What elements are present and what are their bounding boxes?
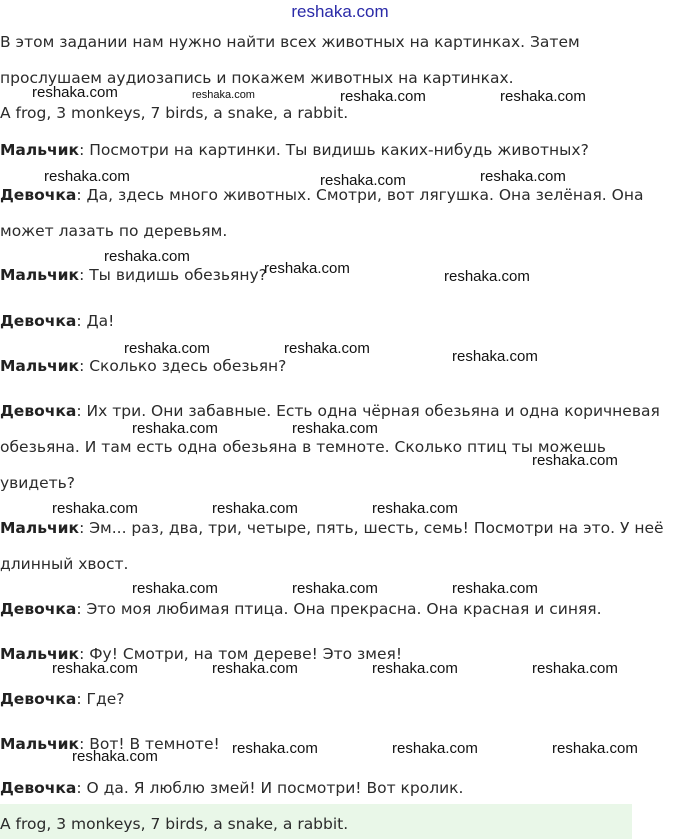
dialogue-line-cont: увидеть? <box>0 474 76 492</box>
utterance: : Эм... раз, два, три, четыре, пять, шесть, семь! Посмотри на это. У неё <box>79 519 664 537</box>
utterance: : Это моя любимая птица. Она прекрасна. Она красная и синяя. <box>76 600 602 618</box>
speaker-name: Мальчик <box>0 141 80 159</box>
watermark: reshaka.com <box>212 500 298 517</box>
watermark: reshaka.com <box>124 340 210 357</box>
watermark: reshaka.com <box>500 88 586 105</box>
watermark: reshaka.com <box>552 740 638 757</box>
watermark: reshaka.com <box>52 500 138 517</box>
speaker-name: Мальчик <box>0 266 80 284</box>
watermark: reshaka.com <box>532 452 618 469</box>
dialogue-line <box>0 265 267 285</box>
speaker-name: Девочка <box>0 312 77 330</box>
utterance: : Вот! В темноте! <box>79 735 220 753</box>
watermark: reshaka.com <box>44 168 130 185</box>
dialogue-line-cont: длинный хвост. <box>0 555 129 573</box>
speaker-name: Девочка <box>0 402 77 420</box>
watermark: reshaka.com <box>212 660 298 677</box>
watermark: reshaka.com <box>320 172 406 189</box>
utterance: : Да, здесь много животных. Смотри, вот лягушка. Она зелёная. Она <box>76 186 644 204</box>
utterance: : Где? <box>76 690 125 708</box>
dialogue-line <box>0 778 463 798</box>
watermark: reshaka.com <box>452 348 538 365</box>
utterance: : Ты видишь обезьяну? <box>79 266 267 284</box>
watermark: reshaka.com <box>72 748 158 765</box>
speaker-name: Мальчик <box>0 519 80 537</box>
intro-line-1: В этом задании нам нужно найти всех животных на картинках. Затем <box>0 33 580 51</box>
dialogue-line <box>0 689 125 709</box>
speaker-name: Девочка <box>0 186 77 204</box>
watermark: reshaka.com <box>340 88 426 105</box>
utterance: : Их три. Они забавные. Есть одна чёрная обезьяна и одна коричневая <box>76 402 660 420</box>
dialogue-line <box>0 311 114 331</box>
watermark: reshaka.com <box>32 84 118 101</box>
speaker-name: Мальчик <box>0 735 80 753</box>
dialogue-line <box>0 518 664 538</box>
watermark: reshaka.com <box>372 500 458 517</box>
utterance: : Посмотри на картинки. Ты видишь каких-нибудь животных? <box>79 141 589 159</box>
watermark: reshaka.com <box>264 260 350 277</box>
watermark: reshaka.com <box>292 420 378 437</box>
dialogue-line-cont: обезьяна. И там есть одна обезьяна в темноте. Сколько птиц ты можешь <box>0 438 606 456</box>
watermark: reshaka.com <box>232 740 318 757</box>
watermark: reshaka.com <box>132 580 218 597</box>
dialogue-line-cont: может лазать по деревьям. <box>0 222 228 240</box>
watermark: reshaka.com <box>284 340 370 357</box>
watermark: reshaka.com <box>192 89 255 101</box>
utterance: : Фу! Смотри, на том дереве! Это змея! <box>79 645 403 663</box>
watermark: reshaka.com <box>392 740 478 757</box>
speaker-name: Мальчик <box>0 357 80 375</box>
watermark: reshaka.com <box>372 660 458 677</box>
watermark: reshaka.com <box>444 268 530 285</box>
intro-line-2: прослушаем аудиозапись и покажем животных на картинках. <box>0 69 514 87</box>
speaker-name: Девочка <box>0 600 77 618</box>
watermark: reshaka.com <box>104 248 190 265</box>
utterance: : Сколько здесь обезьян? <box>79 357 287 375</box>
speaker-name: Мальчик <box>0 645 80 663</box>
watermark: reshaka.com <box>292 580 378 597</box>
speaker-name: Девочка <box>0 690 77 708</box>
watermark: reshaka.com <box>132 420 218 437</box>
dialogue-line <box>0 599 602 619</box>
dialogue-line <box>0 356 286 376</box>
site-header[interactable]: reshaka.com <box>291 2 389 21</box>
answer-text: A frog, 3 monkeys, 7 birds, a snake, a rabbit. <box>0 815 349 833</box>
dialogue-line <box>0 401 660 421</box>
utterance: : О да. Я люблю змей! И посмотри! Вот кролик. <box>76 779 464 797</box>
dialogue-line <box>0 140 589 160</box>
watermark: reshaka.com <box>480 168 566 185</box>
watermark: reshaka.com <box>532 660 618 677</box>
task-line: A frog, 3 monkeys, 7 birds, a snake, a rabbit. <box>0 104 349 122</box>
watermark: reshaka.com <box>52 660 138 677</box>
speaker-name: Девочка <box>0 779 77 797</box>
utterance: : Да! <box>76 312 115 330</box>
watermark: reshaka.com <box>452 580 538 597</box>
